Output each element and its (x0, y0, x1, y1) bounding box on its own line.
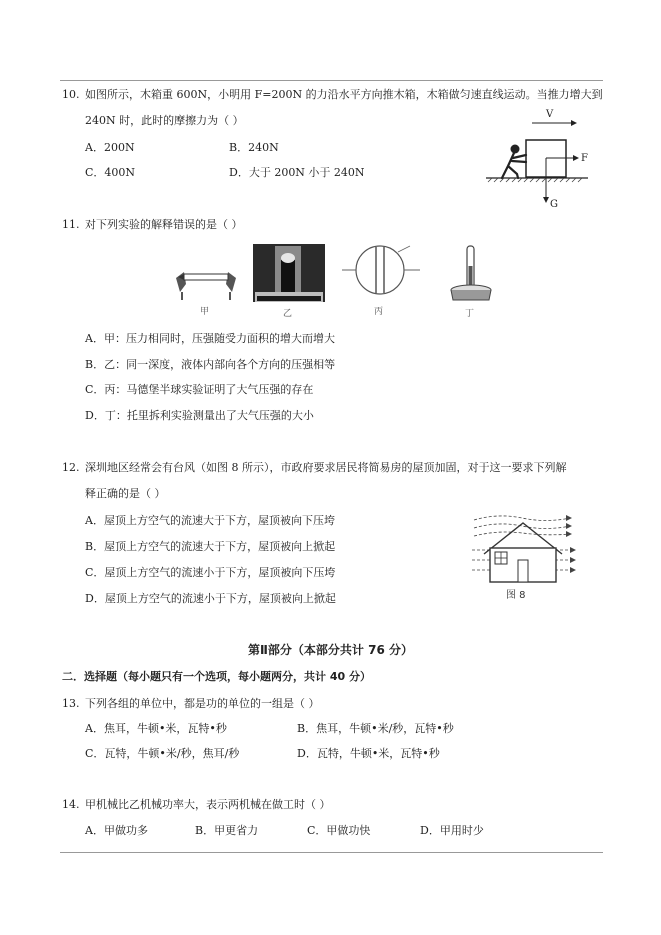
q10-stem-line2: 240N 时，此时的摩擦力为（ ） (85, 114, 244, 127)
figure-8-label: 图 8 (506, 590, 526, 601)
q11-figure-ding-torricelli (447, 244, 499, 319)
q12-stem-line1: 深圳地区经常会有台风（如图 8 所示），市政府要求居民将简易房的屋顶加固，对于这一要求下列解 (85, 461, 567, 474)
q11-number: 11. (62, 218, 80, 231)
q11-option-a[interactable]: A．甲：压力相同时，压强随受力面积的增大而增大 (85, 332, 335, 345)
q10-option-d[interactable]: D．大于 200N 小于 240N (229, 166, 365, 179)
label-yi: 乙 (283, 309, 293, 319)
velocity-label: V (546, 109, 554, 120)
q10-number: 10. (62, 88, 80, 101)
top-rule (60, 80, 603, 81)
person-head (511, 145, 520, 154)
q12-stem-line2: 释正确的是（ ） (85, 487, 166, 500)
part2-title: 第Ⅱ部分（本部分共计 76 分） (248, 643, 413, 657)
q12-typhoon-house-figure (470, 510, 580, 605)
q12-option-c[interactable]: C．屋顶上方空气的流速小于下方，屋顶被向下压垮 (85, 566, 336, 579)
q13-option-d[interactable]: D．瓦特，牛顿•米，瓦特•秒 (297, 747, 440, 760)
q14-option-d[interactable]: D．甲用时少 (420, 824, 484, 837)
q11-figure-yi-liquid-pressure (253, 244, 325, 319)
q10-option-c[interactable]: C．400N (85, 166, 136, 179)
gravity-label: G (550, 199, 558, 210)
q12-option-b[interactable]: B．屋顶上方空气的流速大于下方，屋顶被向上掀起 (85, 540, 336, 553)
force-label: F (581, 153, 588, 164)
q13-stem: 下列各组的单位中，都是功的单位的一组是（ ） (85, 697, 320, 710)
q11-stem: 对下列实验的解释错误的是（ ） (85, 218, 243, 231)
label-jia: 甲 (200, 307, 210, 317)
q13-option-c[interactable]: C．瓦特，牛顿•米/秒，焦耳/秒 (85, 747, 240, 760)
q11-figure-jia-pencil-press (170, 262, 242, 317)
q13-option-b[interactable]: B．焦耳，牛顿•米/秒，瓦特•秒 (297, 722, 454, 735)
bottom-rule (60, 852, 603, 853)
q12-option-d[interactable]: D．屋顶上方空气的流速小于下方，屋顶被向上掀起 (85, 592, 336, 605)
q11-option-d[interactable]: D．丁：托里拆利实验测量出了大气压强的大小 (85, 409, 314, 422)
q10-box-push-figure (484, 106, 594, 211)
q14-number: 14. (62, 798, 80, 811)
q11-figure-bing-magdeburg (336, 244, 426, 319)
q10-stem-line1: 如图所示，木箱重 600N，小明用 F=200N 的力沿水平方向推木箱，木箱做匀速直线运动。当推力增大到 (85, 88, 603, 101)
q14-option-b[interactable]: B．甲更省力 (195, 824, 259, 837)
q13-option-a[interactable]: A．焦耳，牛顿•米，瓦特•秒 (85, 722, 227, 735)
label-ding: 丁 (465, 309, 475, 319)
q14-option-a[interactable]: A．甲做功多 (85, 824, 148, 837)
q12-option-a[interactable]: A．屋顶上方空气的流速大于下方，屋顶被向下压垮 (85, 514, 335, 527)
q11-option-c[interactable]: C．丙：马德堡半球实验证明了大气压强的存在 (85, 383, 314, 396)
q13-number: 13. (62, 697, 80, 710)
label-bing: 丙 (374, 307, 384, 317)
q10-option-b[interactable]: B．240N (229, 141, 279, 154)
section2-heading: 二．选择题（每小题只有一个选项，每小题两分，共计 40 分） (62, 670, 371, 683)
q11-option-b[interactable]: B．乙：同一深度，液体内部向各个方向的压强相等 (85, 358, 336, 371)
q10-option-a[interactable]: A．200N (85, 141, 135, 154)
q14-option-c[interactable]: C．甲做功快 (307, 824, 371, 837)
q12-number: 12. (62, 461, 80, 474)
q14-stem: 甲机械比乙机械功率大，表示两机械在做工时（ ） (85, 798, 331, 811)
